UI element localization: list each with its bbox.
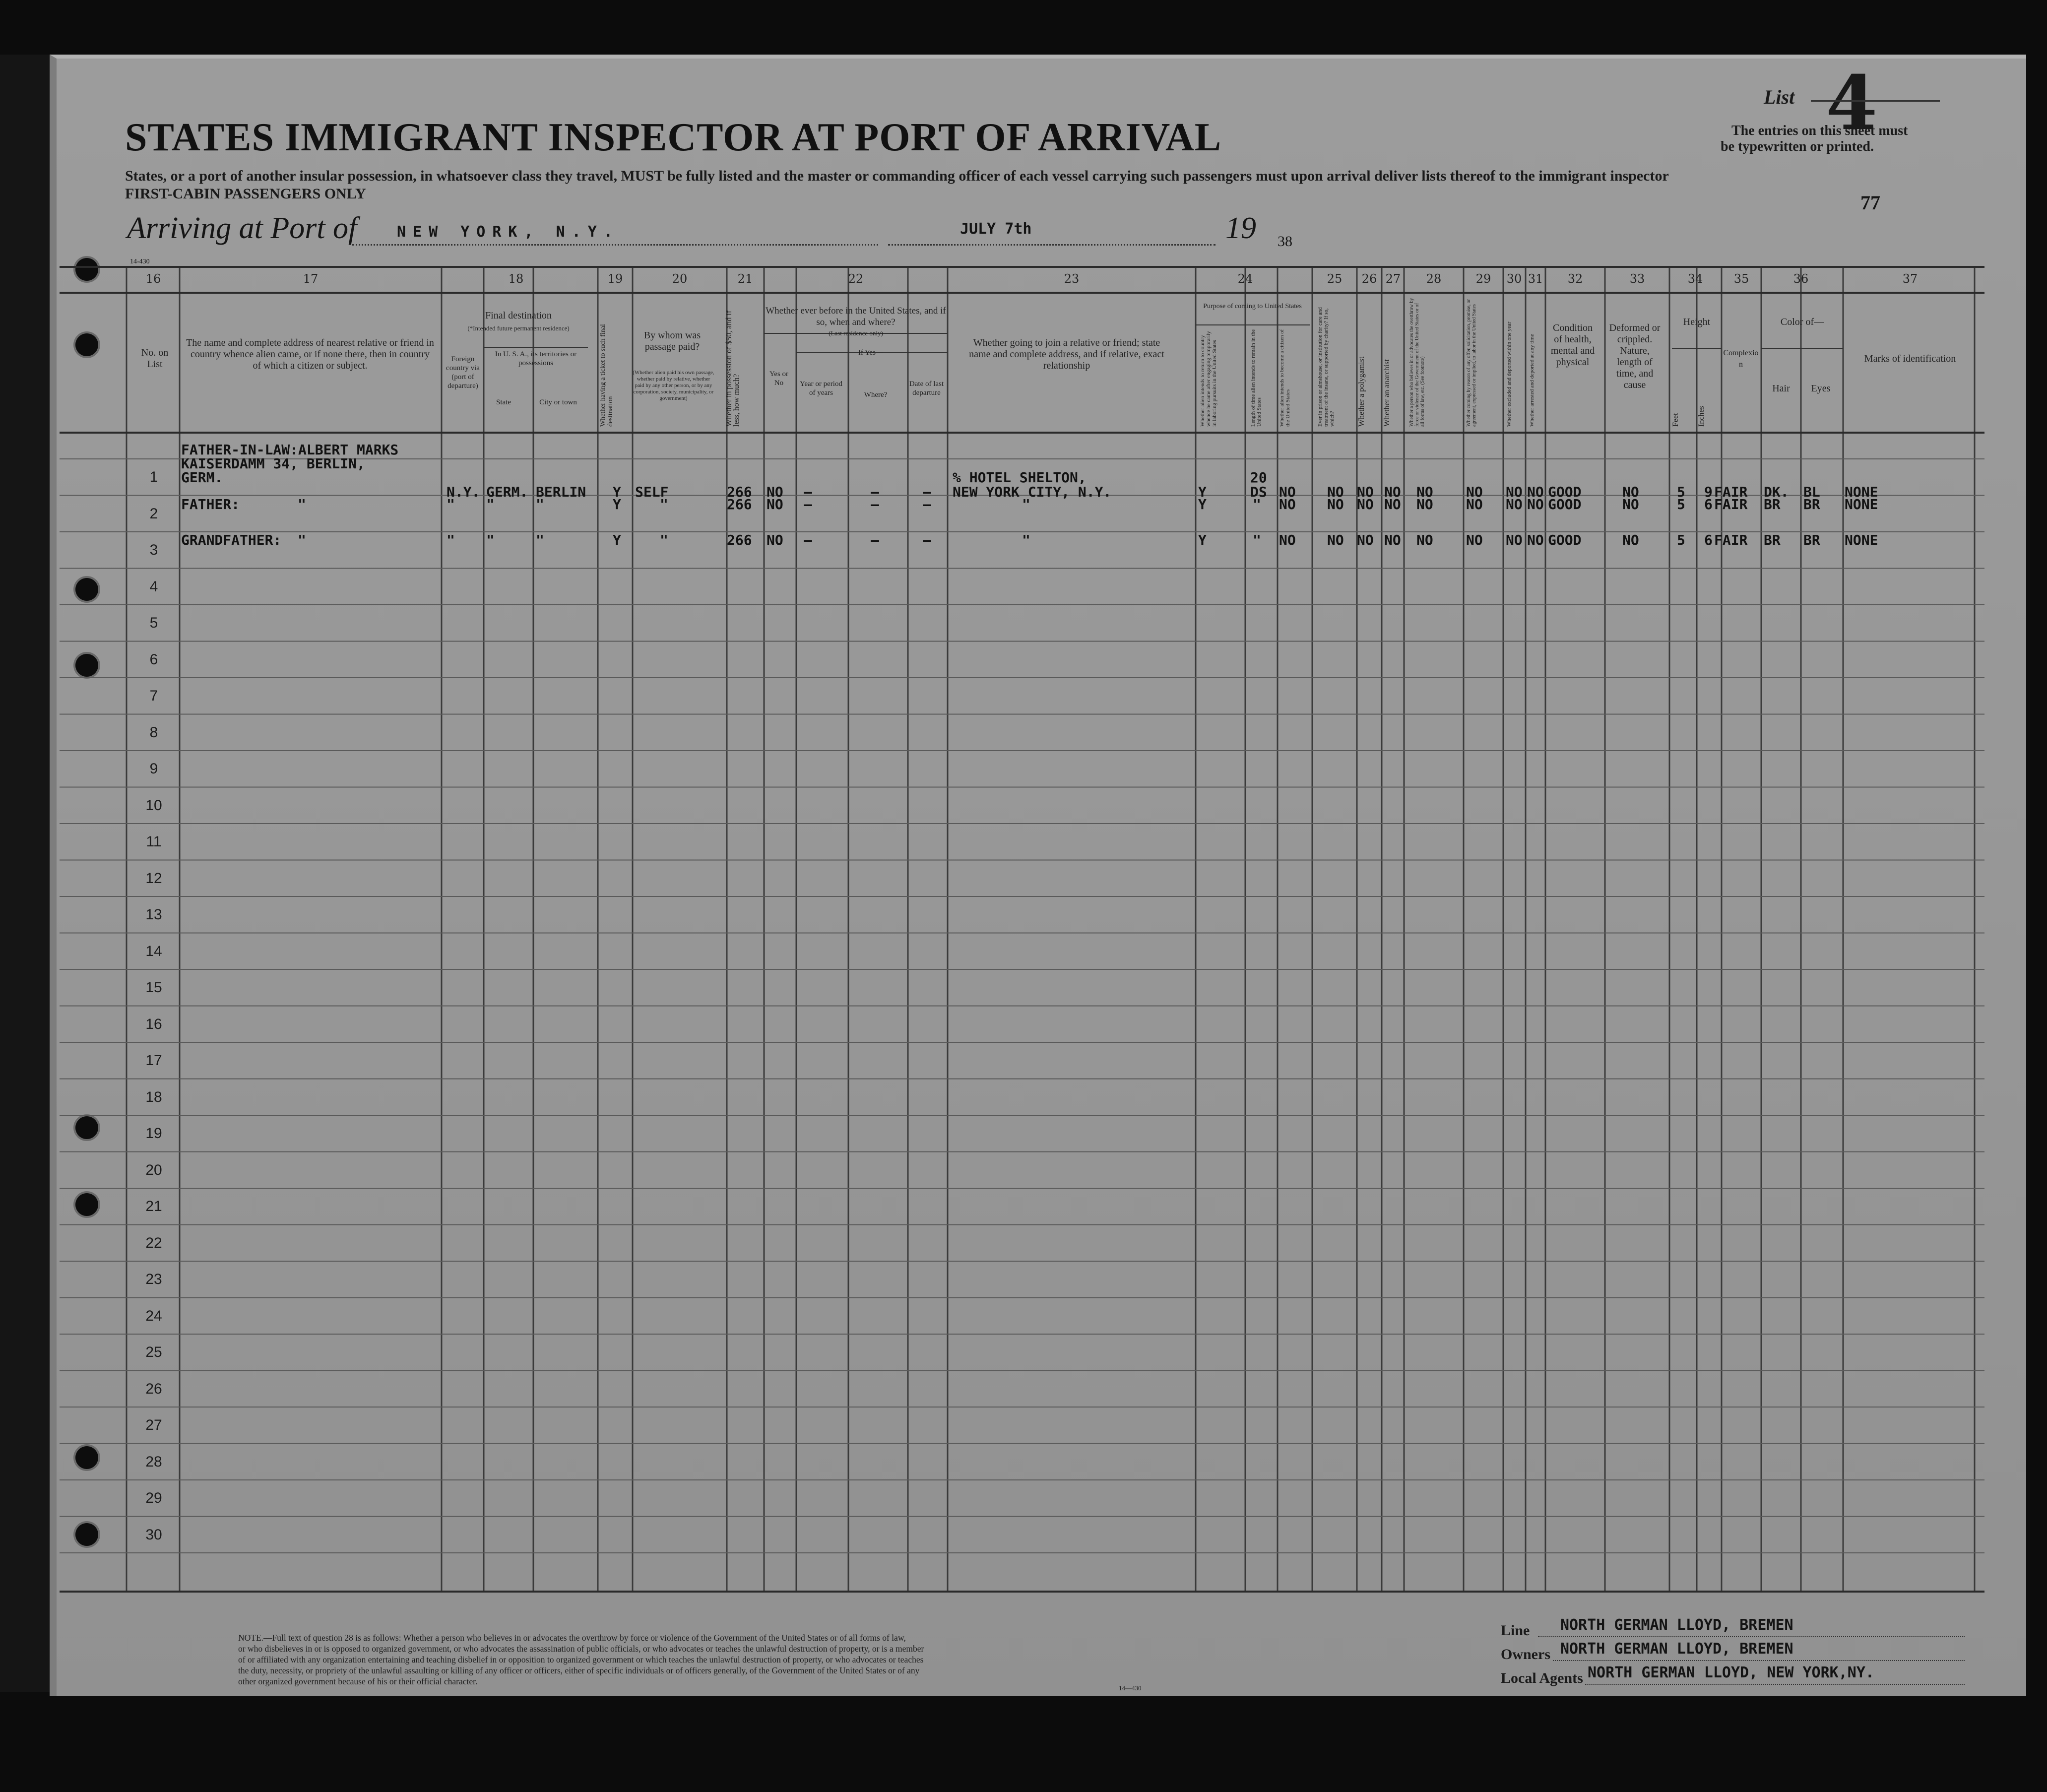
col22-yesno-header: Yes or No	[769, 370, 789, 387]
col33-header: Deformed or crippled. Nature, length of time, and cause	[1609, 322, 1661, 390]
cell-city: BERLIN	[536, 484, 586, 500]
cell-join-l1: "	[1022, 496, 1030, 512]
cell-where: –	[871, 484, 879, 500]
col24b-header: Length of time alien intends to remain in the United States	[1250, 329, 1262, 427]
line-value: NORTH GERMAN LLOYD, BREMEN	[1560, 1616, 1793, 1634]
col26-header: Whether a polygamist	[1357, 356, 1366, 427]
cell-relative-l2: KAISERDAMM 34, BERLIN,	[181, 455, 365, 472]
row-number: 6	[149, 651, 158, 668]
cell-citizen: NO	[1279, 532, 1296, 548]
column-number: 27	[1385, 272, 1401, 286]
col24c-header: Whether alien intends to become a citizen of the United States	[1279, 329, 1291, 427]
cell-stay-l1: "	[1253, 496, 1261, 512]
col18-state-header: State	[496, 398, 511, 406]
column-number: 22	[848, 272, 864, 286]
col22-where-header: Where?	[864, 391, 888, 399]
cell-state: "	[486, 496, 495, 512]
agents-value: NORTH GERMAN LLOYD, NEW YORK,NY.	[1588, 1664, 1874, 1681]
column-number: 28	[1426, 272, 1442, 286]
cell-deport: NO	[1527, 496, 1544, 512]
cell-marks: NONE	[1845, 532, 1878, 548]
row-number: 8	[149, 724, 158, 741]
row-number: 23	[145, 1271, 162, 1287]
col37-header: Marks of identification	[1864, 353, 1956, 364]
column-number: 25	[1327, 272, 1343, 286]
col16-header: No. on List	[141, 347, 169, 370]
row-number: 15	[145, 979, 162, 996]
cell-excl: NO	[1506, 484, 1523, 500]
cell-excl: NO	[1506, 532, 1523, 548]
cell-anarch: NO	[1384, 496, 1401, 512]
cell-labor: NO	[1466, 532, 1483, 548]
row-number: 13	[145, 906, 162, 923]
cell-prison: NO	[1327, 532, 1344, 548]
cell-eyes: BR	[1803, 496, 1820, 512]
cell-inches: 9	[1704, 484, 1713, 500]
row-number: 25	[145, 1344, 162, 1360]
col22-header: Whether ever before in the United States, and if so, when and where?	[766, 306, 946, 327]
list-number: 4	[1826, 60, 1878, 147]
cell-date: –	[923, 484, 931, 500]
col18-foreign-header: Foreign country via (port of departure)	[446, 355, 480, 390]
col22-subheader: (Last residence only)	[829, 329, 883, 337]
col28-header: Whether a person who believes in or advocates the overthrow by force or violence of the Government of the United States or of all forms of law, etc. (See footnote)	[1409, 298, 1425, 427]
col36-hair-header: Hair	[1772, 383, 1790, 394]
row-number: 11	[146, 833, 162, 850]
date-value: JULY 7th	[960, 220, 1032, 238]
cell-join-l2: NEW YORK CITY, N.Y.	[953, 484, 1112, 500]
cell-deformed: NO	[1622, 532, 1639, 548]
footnote-line5: other organized government because of his or their official character.	[238, 1676, 478, 1686]
row-number: 3	[149, 542, 158, 558]
cell-where: –	[871, 532, 879, 548]
col34-inches-header: Inches	[1697, 406, 1706, 427]
row-number: 4	[149, 578, 158, 595]
cell-stay-l1: 20	[1250, 469, 1267, 486]
cell-date: –	[923, 496, 931, 512]
cell-hair: DK.	[1764, 484, 1789, 500]
column-number: 35	[1733, 272, 1749, 286]
col24a-header: Whether alien intends to return to country whence he came after engaging temporarily in laboring pursuits in the United States	[1200, 331, 1217, 427]
cell-health: GOOD	[1548, 484, 1582, 500]
cell-date: –	[923, 532, 931, 548]
cell-overthrow: NO	[1416, 532, 1433, 548]
footer-form-number: 14—430	[1119, 1684, 1142, 1692]
col34-feet-header: Feet	[1671, 413, 1680, 427]
form-number: 14-430	[130, 258, 150, 265]
cell-deport: NO	[1527, 532, 1544, 548]
row-number: 19	[145, 1125, 162, 1142]
col17-header: The name and complete address of nearest relative or friend in country whence alien came, or if none there, then in country of which a citizen or subject.	[186, 337, 434, 371]
col18-city-header: City or town	[539, 398, 577, 406]
footnote-line1: NOTE.—Full text of question 28 is as follows: Whether a person who believes in or advocates the overthrow by force or violence of the Government of the United States or of all forms of law,	[238, 1633, 906, 1643]
cell-ticket: Y	[613, 484, 621, 500]
col36-eyes-header: Eyes	[1811, 383, 1831, 394]
cell-foreign: "	[447, 496, 455, 512]
row-number: 12	[145, 870, 162, 887]
cell-relative-l3: GERM.	[181, 469, 223, 486]
cell-hair: BR	[1764, 496, 1781, 512]
cell-money: 266	[727, 484, 752, 500]
col18-header: Final destination	[485, 310, 552, 321]
cell-state: "	[486, 532, 495, 548]
intro-class: FIRST-CABIN PASSENGERS ONLY	[125, 186, 366, 202]
list-label: List	[1764, 86, 1795, 108]
cell-paid-by: "	[660, 496, 668, 512]
cell-year: –	[804, 484, 812, 500]
column-number: 31	[1528, 272, 1543, 286]
col18-subheader: (*Intended future permanent residence)	[467, 324, 570, 332]
cell-money: 266	[727, 496, 752, 512]
cell-hair: BR	[1764, 532, 1781, 548]
cell-polyg: NO	[1357, 532, 1374, 548]
port-value: NEW YORK, N.Y.	[397, 223, 620, 241]
cell-marks: NONE	[1845, 484, 1878, 500]
cell-labor: NO	[1466, 484, 1483, 500]
row-number: 16	[145, 1016, 162, 1032]
cell-labor: NO	[1466, 496, 1483, 512]
row-number: 7	[149, 688, 158, 704]
col24-header: Purpose of coming to United States	[1203, 303, 1302, 310]
owners-value: NORTH GERMAN LLOYD, BREMEN	[1560, 1640, 1793, 1658]
cell-city: "	[536, 532, 544, 548]
row-number: 21	[145, 1198, 162, 1215]
cell-ditto: "	[298, 532, 306, 548]
column-number: 24	[1237, 272, 1253, 286]
sheet-mark: 77	[1860, 192, 1880, 214]
col19-header: Whether having a ticket to such final destination	[599, 324, 614, 427]
cell-overthrow: NO	[1416, 496, 1433, 512]
cell-join-l1: % HOTEL SHELTON,	[953, 469, 1087, 486]
cell-join-l1: "	[1022, 532, 1030, 548]
row-number: 24	[145, 1307, 162, 1324]
year-suffix: 38	[1278, 233, 1292, 250]
cell-city: "	[536, 496, 544, 512]
cell-ticket: Y	[613, 532, 621, 548]
col23-header: Whether going to join a relative or friend; state name and complete address, and if relative, exact relationship	[969, 337, 1164, 371]
column-number: 26	[1361, 272, 1377, 286]
cell-overthrow: NO	[1416, 484, 1433, 500]
col30-header: Whether excluded and deported within one year	[1506, 321, 1512, 427]
row-number: 5	[149, 615, 158, 631]
column-number: 17	[303, 272, 319, 286]
footnote-line4: the duty, necessity, or propriety of the unlawful assaulting or killing of any officer or officers, either of specific individuals or of officers generally, of the Government of the United States or of any	[238, 1665, 920, 1675]
column-number: 21	[737, 272, 753, 286]
col29-header: Whether coming by reason of any offer, solicitation, promise, or agreement, expressed or implied, to labor in the United States	[1466, 299, 1477, 427]
row-number: 1	[149, 469, 158, 485]
cell-marks: NONE	[1845, 496, 1878, 512]
row-number: 9	[149, 761, 158, 777]
agents-underline	[1585, 1684, 1965, 1685]
cell-complexion: FAIR	[1714, 532, 1748, 548]
cell-deformed: NO	[1622, 496, 1639, 512]
cell-anarch: NO	[1384, 532, 1401, 548]
cell-inches: 6	[1704, 532, 1713, 548]
cell-purpose: Y	[1198, 496, 1207, 512]
cell-purpose: Y	[1198, 484, 1207, 500]
cell-stay-l1: "	[1253, 532, 1261, 548]
owners-label: Owners	[1501, 1646, 1550, 1663]
column-number: 32	[1567, 272, 1583, 286]
row-number: 26	[145, 1380, 162, 1397]
cell-prison: NO	[1327, 496, 1344, 512]
cell-eyes: BR	[1803, 532, 1820, 548]
col22-year-header: Year or period of years	[800, 380, 842, 397]
row-number: 17	[145, 1052, 162, 1069]
row-number: 28	[145, 1453, 162, 1470]
column-number: 36	[1793, 272, 1809, 286]
cell-complexion: FAIR	[1714, 484, 1748, 500]
col36-header: Color of—	[1780, 317, 1824, 327]
row-number: 22	[145, 1234, 162, 1251]
column-number: 34	[1687, 272, 1703, 286]
col25-header: Ever in prison or almshouse, or institution for care and treatment of the insane, or supported by charity? If so, which?	[1317, 307, 1335, 427]
row-number: 14	[145, 943, 162, 960]
column-number: 20	[672, 272, 688, 286]
row-number: 30	[145, 1526, 162, 1543]
cell-prison: NO	[1327, 484, 1344, 500]
cell-ticket: Y	[613, 496, 621, 512]
cell-eyes: BL	[1803, 484, 1820, 500]
cell-foreign: N.Y.	[447, 484, 480, 500]
line-label: Line	[1501, 1622, 1530, 1639]
cell-health: GOOD	[1548, 496, 1582, 512]
col21-header: Whether in possession of $50, and if less, how much?	[725, 310, 741, 427]
row-number: 2	[149, 505, 158, 522]
cell-foreign: "	[447, 532, 455, 548]
cell-relative-l1: FATHER-IN-LAW:ALBERT MARKS	[181, 442, 399, 458]
column-number: 23	[1064, 272, 1080, 286]
col27-header: Whether an anarchist	[1383, 359, 1391, 427]
cell-feet: 5	[1677, 532, 1685, 548]
col35-header: Complexion	[1723, 349, 1759, 369]
cell-paid-by: SELF	[635, 484, 669, 500]
cell-citizen: NO	[1279, 484, 1296, 500]
col22-date-header: Date of last departure	[909, 380, 944, 397]
cell-inches: 6	[1704, 496, 1713, 512]
footnote-line3: of or affiliated with any organization entertaining and teaching disbelief in or opposition to organized government or which teaches the unlawful destruction of property, or who advocates or teaches	[238, 1655, 924, 1664]
row-number: 10	[145, 797, 162, 814]
cell-stay-l2: DS	[1250, 484, 1267, 500]
cell-paid-by: "	[660, 532, 668, 548]
cell-citizen: NO	[1279, 496, 1296, 512]
cell-relative-l1: FATHER:	[181, 496, 240, 512]
footnote-line2: or who disbelieves in or is opposed to organized government, or who advocates the assassination of public officials, or who advocates or teaches the unlawful destruction of property, or is a member	[238, 1644, 924, 1654]
col22-ifyes: If Yes—	[858, 349, 883, 357]
cell-feet: 5	[1677, 496, 1685, 512]
cell-purpose: Y	[1198, 532, 1207, 548]
typed-note-line1: The entries on this sheet must	[1731, 123, 1908, 138]
cell-before: NO	[767, 532, 783, 548]
cell-feet: 5	[1677, 484, 1685, 500]
typed-note-line2: be typewritten or printed.	[1721, 139, 1874, 154]
col18-usa-header: In U. S. A., its territories or possessions	[495, 350, 577, 367]
row-number: 27	[145, 1417, 162, 1433]
cell-ditto: "	[298, 496, 306, 512]
row-number: 29	[145, 1490, 162, 1506]
arriving-label: Arriving at Port of	[127, 211, 357, 245]
cell-money: 266	[727, 532, 752, 548]
year-prefix: 19	[1225, 211, 1256, 245]
cell-excl: NO	[1506, 496, 1523, 512]
col20-subheader: (Whether alien paid his own passage, whether paid by relative, whether paid by any other person, or by any corporation, society, municipality, or government)	[633, 370, 714, 401]
cell-complexion: FAIR	[1714, 496, 1748, 512]
cell-where: –	[871, 496, 879, 512]
row-number: 20	[145, 1161, 162, 1178]
col32-header: Condition of health, mental and physical	[1550, 322, 1595, 368]
col20-header: By whom was passage paid?	[643, 330, 701, 352]
column-number: 16	[145, 272, 161, 286]
cell-health: GOOD	[1548, 532, 1582, 548]
cell-polyg: NO	[1357, 484, 1374, 500]
cell-state: GERM.	[486, 484, 528, 500]
col34-header: Height	[1683, 317, 1711, 327]
page-title: STATES IMMIGRANT INSPECTOR AT PORT OF ARRIVAL	[125, 116, 1222, 159]
cell-before: NO	[767, 496, 783, 512]
cell-before: NO	[767, 484, 783, 500]
column-number: 33	[1629, 272, 1645, 286]
row-number: 18	[145, 1088, 162, 1105]
column-number: 19	[607, 272, 623, 286]
cell-deport: NO	[1527, 484, 1544, 500]
cell-polyg: NO	[1357, 496, 1374, 512]
cell-year: –	[804, 496, 812, 512]
owners-underline	[1553, 1660, 1965, 1661]
cell-relative-l1: GRANDFATHER:	[181, 532, 282, 548]
cell-year: –	[804, 532, 812, 548]
column-number: 37	[1902, 272, 1918, 286]
column-number: 30	[1506, 272, 1522, 286]
cell-anarch: NO	[1384, 484, 1401, 500]
column-number: 18	[508, 272, 524, 286]
agents-label: Local Agents	[1501, 1670, 1583, 1686]
cell-deformed: NO	[1622, 484, 1639, 500]
column-number: 29	[1475, 272, 1491, 286]
line-underline	[1538, 1636, 1965, 1637]
intro-text: States, or a port of another insular possession, in whatsoever class they travel, MUST be fully listed and the master or commanding officer of each vessel carrying such passengers must upon arrival deliver lists thereof to the immigrant inspector	[125, 168, 1669, 184]
col31-header: Whether arrested and deported at any time	[1529, 334, 1535, 427]
